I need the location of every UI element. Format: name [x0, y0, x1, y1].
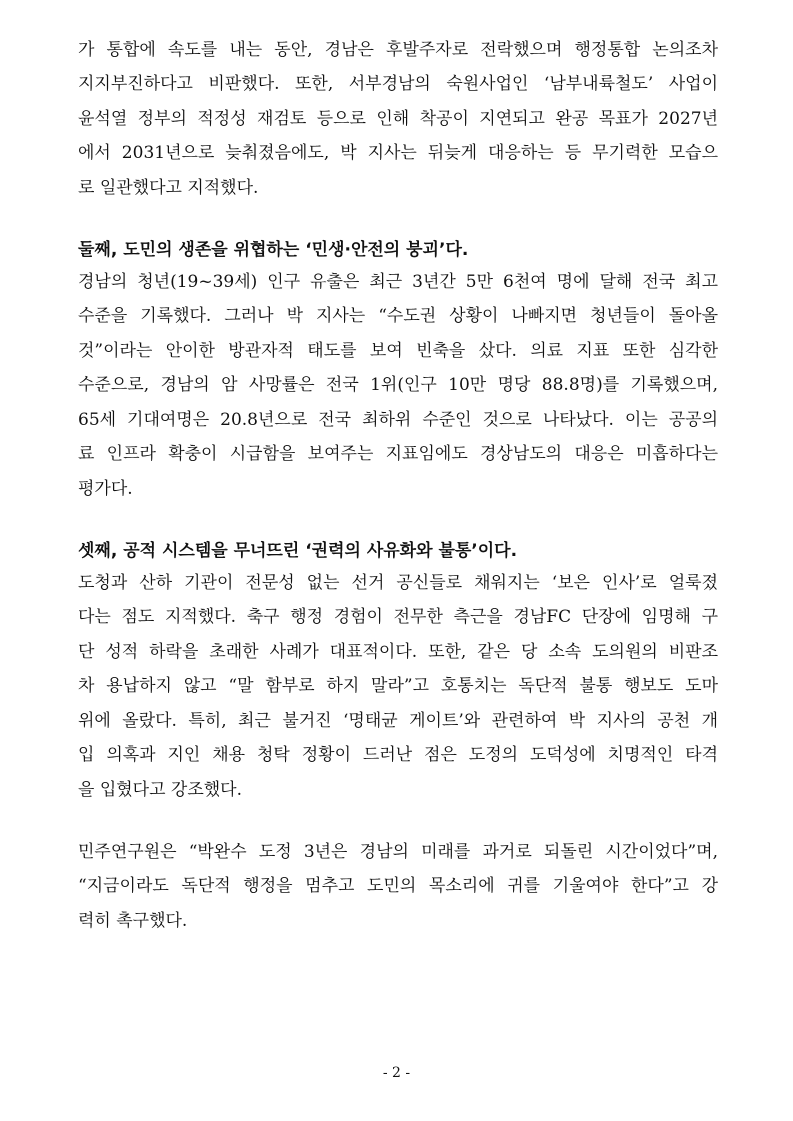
section-heading: 셋째, 공적 시스템을 무너뜨린 ‘권력의 사유화와 불통’이다.: [78, 541, 518, 561]
section-heading: 둘째, 도민의 생존을 위협하는 ‘민생·안전의 붕괴’다.: [78, 240, 469, 260]
section-line: 것”이라는 안이한 방관자적 태도를 보여 빈축을 샀다. 의료 지표 또한 심각한: [78, 341, 718, 361]
section-line: 위에 올랐다. 특히, 최근 불거진 ‘명태균 게이트’와 관련하여 박 지사의 공천 개: [78, 711, 718, 731]
intro-line: 로 일관했다고 지적했다.: [78, 178, 259, 198]
section-line: 료 인프라 확충이 시급함을 보여주는 지표임에도 경상남도의 대응은 미흡하다는: [78, 444, 718, 464]
closing-line: 력히 촉구했다.: [78, 911, 188, 931]
page-number: - 2 -: [382, 1065, 411, 1081]
section-line: 수준으로, 경남의 암 사망률은 전국 1위(인구 10만 명당 88.8명)를 기록했으며,: [78, 375, 718, 395]
intro-line: 윤석열 정부의 적정성 재검토 등으로 인해 착공이 지연되고 완공 목표가 2027년: [78, 109, 718, 129]
section-line: 수준을 기록했다. 그러나 박 지사는 “수도권 상황이 나빠지면 청년들이 돌아올: [78, 306, 718, 326]
section-line: 입 의혹과 지인 채용 청탁 정황이 드러난 점은 도정의 도덕성에 치명적인 타격: [78, 745, 718, 765]
closing-line: “지금이라도 독단적 행정을 멈추고 도민의 목소리에 귀를 기울여야 한다”고 강: [78, 876, 718, 896]
section-line: 65세 기대여명은 20.8년으로 전국 최하위 수준인 것으로 나타났다. 이는 공공의: [78, 410, 718, 430]
section-line: 차 용납하지 않고 “말 함부로 하지 말라”고 호통치는 독단적 불통 행보도 도마: [78, 676, 718, 696]
intro-line: 에서 2031년으로 늦춰졌음에도, 박 지사는 뒤늦게 대응하는 등 무기력한 모습으: [78, 143, 718, 163]
section-line: 단 성적 하락을 초래한 사례가 대표적이다. 또한, 같은 당 소속 도의원의 비판조: [78, 642, 718, 662]
section-line: 다는 점도 지적했다. 축구 행정 경험이 전무한 측근을 경남FC 단장에 임명해 구: [78, 607, 718, 627]
section-line: 평가다.: [78, 479, 133, 499]
intro-line: 가 통합에 속도를 내는 동안, 경남은 후발주자로 전락했으며 행정통합 논의조차: [78, 40, 718, 60]
section-line: 도청과 산하 기관이 전문성 없는 선거 공신들로 채워지는 ‘보은 인사’로 얼룩졌: [78, 573, 718, 593]
section-line: 경남의 청년(19~39세) 인구 유출은 최근 3년간 5만 6천여 명에 달해 전국 최고: [78, 272, 718, 292]
section-line: 을 입혔다고 강조했다.: [78, 780, 243, 800]
closing-line: 민주연구원은 “박완수 도정 3년은 경남의 미래를 과거로 되돌린 시간이었다”며,: [78, 842, 718, 862]
intro-line: 지지부진하다고 비판했다. 또한, 서부경남의 숙원사업인 ‘남부내륙철도’ 사업이: [78, 74, 718, 94]
